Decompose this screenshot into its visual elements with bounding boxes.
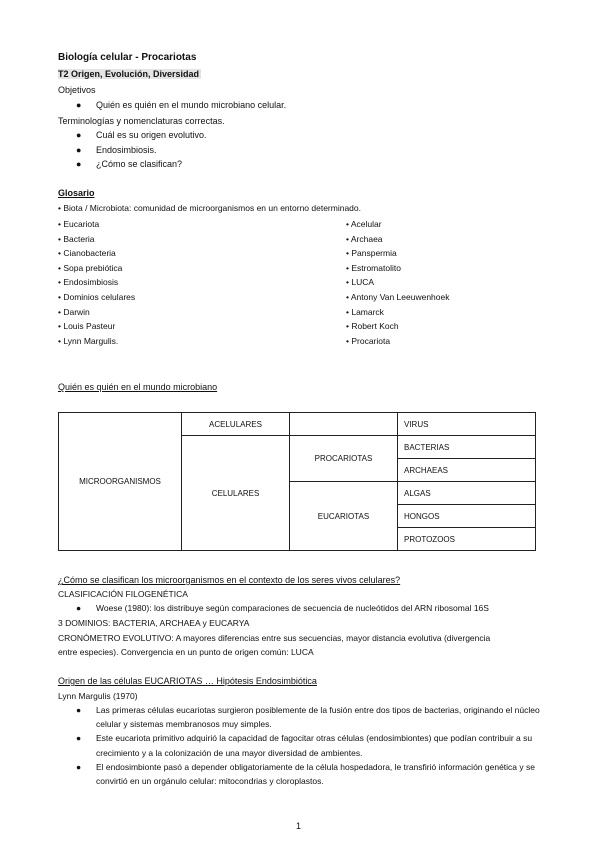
- list-item: • Sopa prebiótica: [58, 262, 123, 273]
- list-item: • Procariota: [346, 335, 391, 346]
- list-item: [76, 143, 207, 158]
- subtitle: [58, 68, 201, 80]
- bullet-icon: ●: [76, 603, 82, 613]
- list-item: • Panspermia: [346, 248, 397, 259]
- origen-author: Lynn Margulis (1970): [58, 691, 138, 701]
- list-item: • LUCA: [346, 277, 375, 288]
- list-item: • Antony Van Leeuwenhoek: [346, 291, 450, 302]
- bullet-icon: ●: [76, 733, 82, 744]
- dominios-line: 3 DOMINIOS: BACTERIA, ARCHAEA y EUCARYA: [58, 618, 250, 628]
- glosario-intro: • Biota / Microbiota: comunidad de microorganismos en un entorno determinado.: [58, 203, 361, 213]
- clasificacion-sub: CLASIFICACIÓN FILOGENÉTICA: [58, 589, 188, 599]
- quien-heading: Quién es quién en el mundo microbiano: [58, 382, 218, 392]
- list-item: • Endosimbiosis: [58, 277, 119, 288]
- glosario-heading: Glosario: [58, 188, 95, 198]
- cell-eucariotas: EUCARIOTAS: [290, 482, 398, 551]
- page-title: Biología celular - Procariotas: [58, 52, 197, 63]
- list-item-text: Las primeras células eucariotas surgieron posiblemente de la fusión entre dos tipos de bacterias, originando el núcleo celular y sistemas membranosos muy simples.: [96, 705, 540, 730]
- cell-archaeas: ARCHAEAS: [398, 459, 536, 482]
- list-item: • Lynn Margulis.: [58, 335, 119, 346]
- list-item-text: El endosimbionte pasó a depender obligatoriamente de la célula hospedadora, le transfirió información genética y se convirtió en un orgánulo celular: mitocondrias y cloroplastos.: [96, 761, 535, 787]
- glosario-left-list: [58, 217, 135, 348]
- list-item-text: Quién es quién en el mundo microbiano celular.: [96, 100, 287, 110]
- subtitle-highlight: T2 Origen, Evolución, Diversidad: [58, 69, 200, 79]
- list-item: • Cianobacteria: [58, 248, 116, 259]
- bullet-icon: ●: [76, 130, 82, 140]
- list-item: [76, 703, 542, 731]
- origen-list: [76, 703, 542, 788]
- objetivos-heading: Objetivos: [58, 85, 96, 95]
- objetivos-list: [76, 98, 286, 113]
- list-item: [76, 98, 286, 113]
- list-item-text: Cuál es su origen evolutivo.: [96, 130, 207, 140]
- list-item: [76, 601, 489, 616]
- cronometro-line-1: CRONÓMETRO EVOLUTIVO: A mayores diferencias entre sus secuencias, mayor distancia evolutiva (divergencia: [58, 633, 491, 643]
- list-item-text: Este eucariota primitivo adquirió la capacidad de fagocitar otras células (endosimbiontes) que podían contribuir a su crecimiento y a la colonización de una mayor diversidad de ambientes.: [96, 733, 533, 758]
- terminologias-line: Terminologías y nomenclaturas correctas.: [58, 116, 225, 126]
- list-item: • Acelular: [346, 219, 382, 229]
- origen-heading: Origen de las células EUCARIOTAS … Hipótesis Endosimbiótica: [58, 676, 317, 686]
- bullet-icon: ●: [76, 100, 82, 110]
- objetivos-list-2: [76, 128, 207, 172]
- cell-microorganismos: MICROORGANISMOS: [59, 413, 182, 551]
- list-item: [76, 731, 542, 759]
- list-item: • Bacteria: [58, 233, 95, 244]
- list-item: • Robert Koch: [346, 321, 399, 332]
- list-item: [76, 760, 542, 788]
- cell-hongos: HONGOS: [398, 505, 536, 528]
- list-item: • Darwin: [58, 306, 90, 317]
- list-item: • Lamarck: [346, 306, 384, 317]
- woese-list: [76, 601, 489, 616]
- cell-protozoos: PROTOZOOS: [398, 528, 536, 551]
- cell-celulares: CELULARES: [182, 436, 290, 551]
- list-item: • Archaea: [346, 233, 383, 244]
- page-number: 1: [296, 821, 302, 831]
- bullet-icon: ●: [76, 159, 82, 169]
- list-item-text: Woese (1980): los distribuye según comparaciones de secuencia de nucleótidos del ARN ribosomal 16S: [96, 603, 489, 613]
- cell-acelulares: ACELULARES: [182, 413, 290, 436]
- clasificacion-heading: ¿Cómo se clasifican los microorganismos en el contexto de los seres vivos celulares?: [58, 575, 401, 585]
- list-item: • Dominios celulares: [58, 291, 136, 302]
- bullet-icon: ●: [76, 761, 82, 772]
- list-item-text: Endosimbiosis.: [96, 144, 157, 155]
- cell-bacterias: BACTERIAS: [398, 436, 536, 459]
- bullet-icon: ●: [76, 144, 82, 155]
- list-item: • Estromatolito: [346, 262, 401, 273]
- list-item: [76, 128, 207, 143]
- list-item: • Eucariota: [58, 219, 100, 229]
- microorganisms-table: [58, 412, 536, 551]
- list-item-text: ¿Cómo se clasifican?: [96, 159, 183, 169]
- cell-virus: VIRUS: [398, 413, 536, 436]
- cell-empty: [290, 413, 398, 436]
- cronometro-line-2: entre especies). Convergencia en un punto de origen común: LUCA: [58, 647, 314, 657]
- list-item: [76, 157, 207, 172]
- glosario-right-list: [346, 217, 449, 348]
- cell-algas: ALGAS: [398, 482, 536, 505]
- bullet-icon: ●: [76, 705, 82, 715]
- list-item: • Louis Pasteur: [58, 321, 116, 332]
- cell-procariotas: PROCARIOTAS: [290, 436, 398, 482]
